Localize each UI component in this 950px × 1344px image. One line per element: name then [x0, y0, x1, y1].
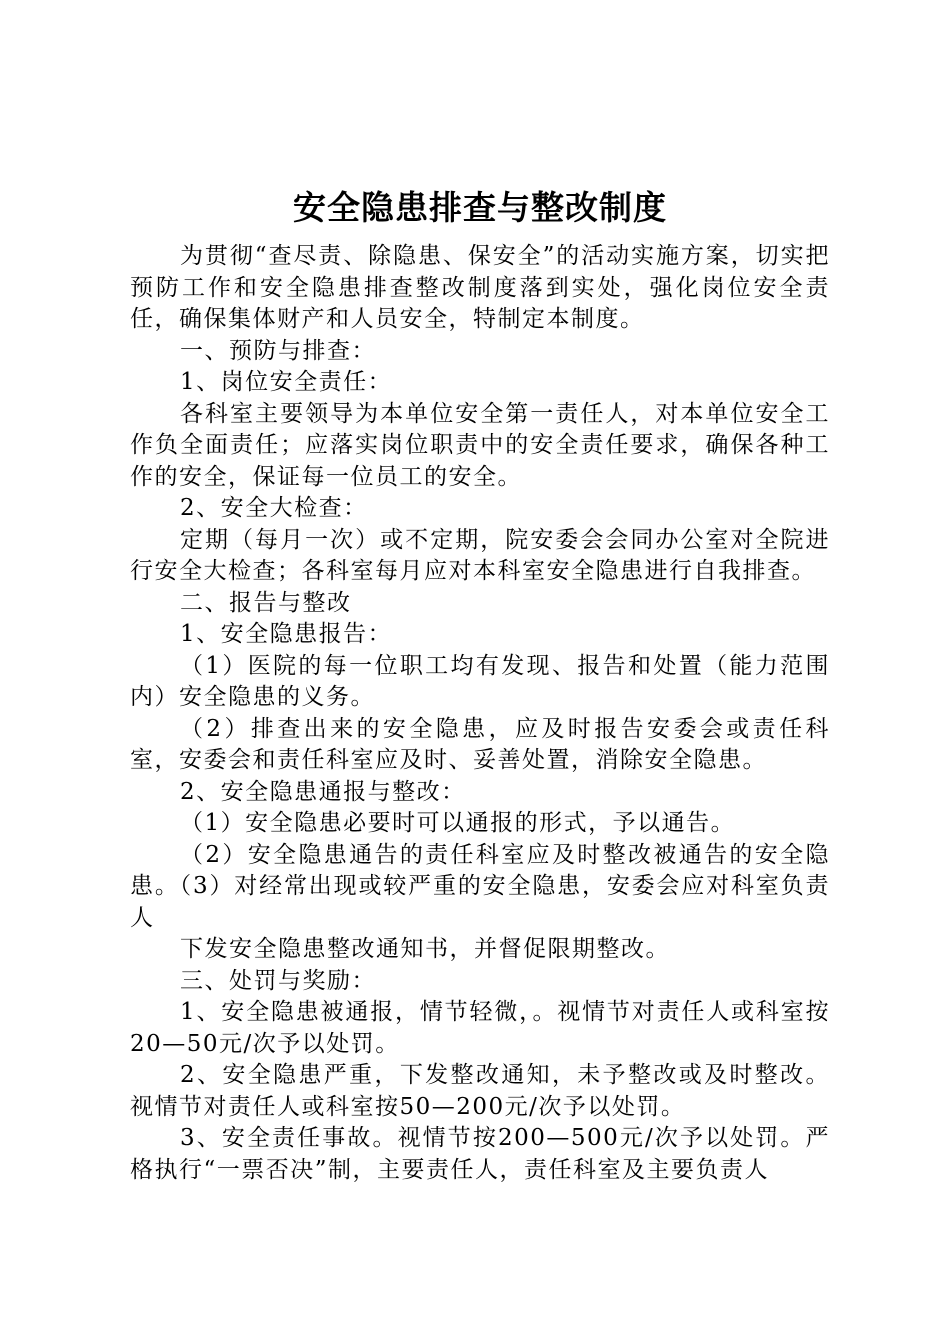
paragraph-penalty-3: 3、安全责任事故。视情节按200—500元/次予以处罚。严格执行“一票否决”制，主要责任人，责任科室及主要负责人	[130, 1125, 830, 1183]
subheading-post-responsibility: 1、岗位安全责任：	[180, 369, 393, 395]
document-body	[130, 241, 830, 1186]
subheading-hazard-report: 1、安全隐患报告：	[180, 621, 393, 647]
paragraph-notice-continued: 下发安全隐患整改通知书，并督促限期整改。	[180, 936, 670, 962]
paragraph-report-item-2: （2）排查出来的安全隐患，应及时报告安委会或责任科室，安委会和责任科室应及时、妥善处置，消除安全隐患。	[130, 715, 830, 773]
subheading-notice-rectify: 2、安全隐患通报与整改：	[180, 778, 466, 805]
paragraph-post-responsibility: 各科室主要领导为本单位安全第一责任人，对本单位安全工作负全面责任；应落实岗位职责中的安全责任要求，确保各种工作的安全，保证每一位员工的安全。	[130, 400, 830, 490]
subheading-safety-inspection: 2、安全大检查：	[180, 495, 368, 521]
paragraph-intro: 为贯彻“查尽责、除隐患、保安全”的活动实施方案，切实把预防工作和安全隐患排查整改制度落到实处，强化岗位安全责任，确保集体财产和人员安全，特制定本制度。	[130, 243, 830, 332]
paragraph-notice-item-2: （2）安全隐患通告的责任科室应及时整改被通告的安全隐患。（3）对经常出现或较严重的安全隐患，安委会应对科室负责人	[130, 841, 830, 931]
paragraph-notice-item-1: （1）安全隐患必要时可以通报的形式，予以通告。	[180, 810, 736, 836]
paragraph-report-item-1: （1）医院的每一位职工均有发现、报告和处置（能力范围内）安全隐患的义务。	[130, 652, 830, 710]
section-heading-penalty-reward: 三、处罚与奖励：	[180, 967, 376, 994]
document-page	[130, 183, 830, 1186]
section-heading-report-rectify: 二、报告与整改	[180, 589, 352, 616]
section-heading-prevention: 一、预防与排查：	[180, 337, 376, 364]
paragraph-safety-inspection: 定期（每月一次）或不定期，院安委会会同办公室对全院进行安全大检查；各科室每月应对本科室安全隐患进行自我排查。	[130, 526, 830, 584]
paragraph-penalty-2: 2、安全隐患严重，下发整改通知，未予整改或及时整改。视情节对责任人或科室按50—200元/次予以处罚。	[130, 1062, 830, 1120]
document-title: 安全隐患排查与整改制度	[293, 188, 667, 227]
paragraph-penalty-1: 1、安全隐患被通报，情节轻微，。视情节对责任人或科室按20—50元/次予以处罚。	[130, 999, 830, 1057]
